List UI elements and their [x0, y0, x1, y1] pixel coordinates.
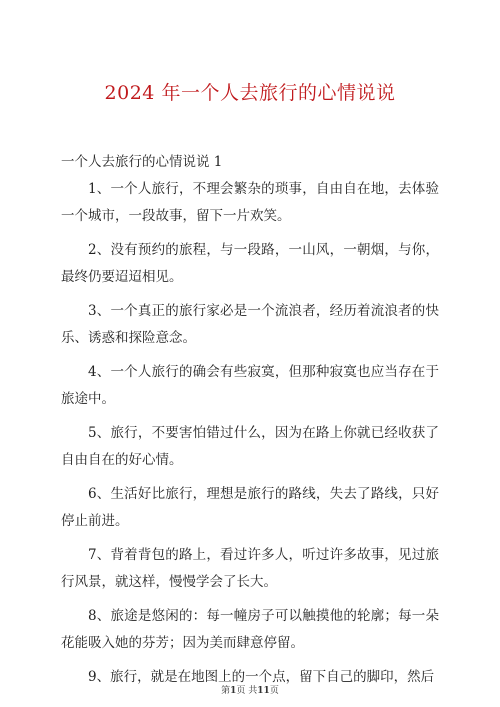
paragraph: 1、一个人旅行，不理会繁杂的琐事，自由自在地，去体验一个城市，一段故事，留下一片欢笑。 [61, 181, 439, 224]
page-prefix: 第 [221, 686, 231, 696]
page-suffix: 页 [269, 686, 279, 696]
page-mid-text: 页 共 [236, 686, 258, 696]
paragraph: 6、生活好比旅行，理想是旅行的路线，失去了路线，只好停止前进。 [61, 486, 439, 529]
paragraph: 2、没有预约的旅程，与一段路，一山风，一朝烟，与你，最终仍要迢迢相见。 [61, 242, 439, 285]
paragraph: 3、一个真正的旅行家必是一个流浪者，经历着流浪者的快乐、诱惑和探险意念。 [61, 303, 439, 346]
paragraph: 4、一个人旅行的确会有些寂寞，但那种寂寞也应当存在于旅途中。 [61, 364, 439, 407]
document-title: 2024 年一个人去旅行的心情说说 [104, 82, 396, 104]
paragraph: 9、旅行，就是在地图上的一个点，留下自己的脚印，然后 [88, 669, 435, 685]
section-heading: 一个人去旅行的心情说说 1 [61, 154, 223, 170]
page-footer [0, 683, 500, 696]
document-body [61, 176, 439, 699]
paragraph: 8、旅途是悠闲的：每一幢房子可以触摸他的轮廓；每一朵花能吸入她的芬芳；因为美而肆意停留。 [61, 608, 439, 651]
paragraph: 5、旅行，不要害怕错过什么，因为在路上你就已经收获了自由自在的好心情。 [61, 425, 439, 468]
page-current-number: 1 [230, 686, 237, 696]
paragraph: 7、背着背包的路上，看过许多人，听过许多故事，见过旅行风景，就这样，慢慢学会了长大。 [61, 547, 439, 590]
page-total-number: 11 [257, 686, 270, 696]
